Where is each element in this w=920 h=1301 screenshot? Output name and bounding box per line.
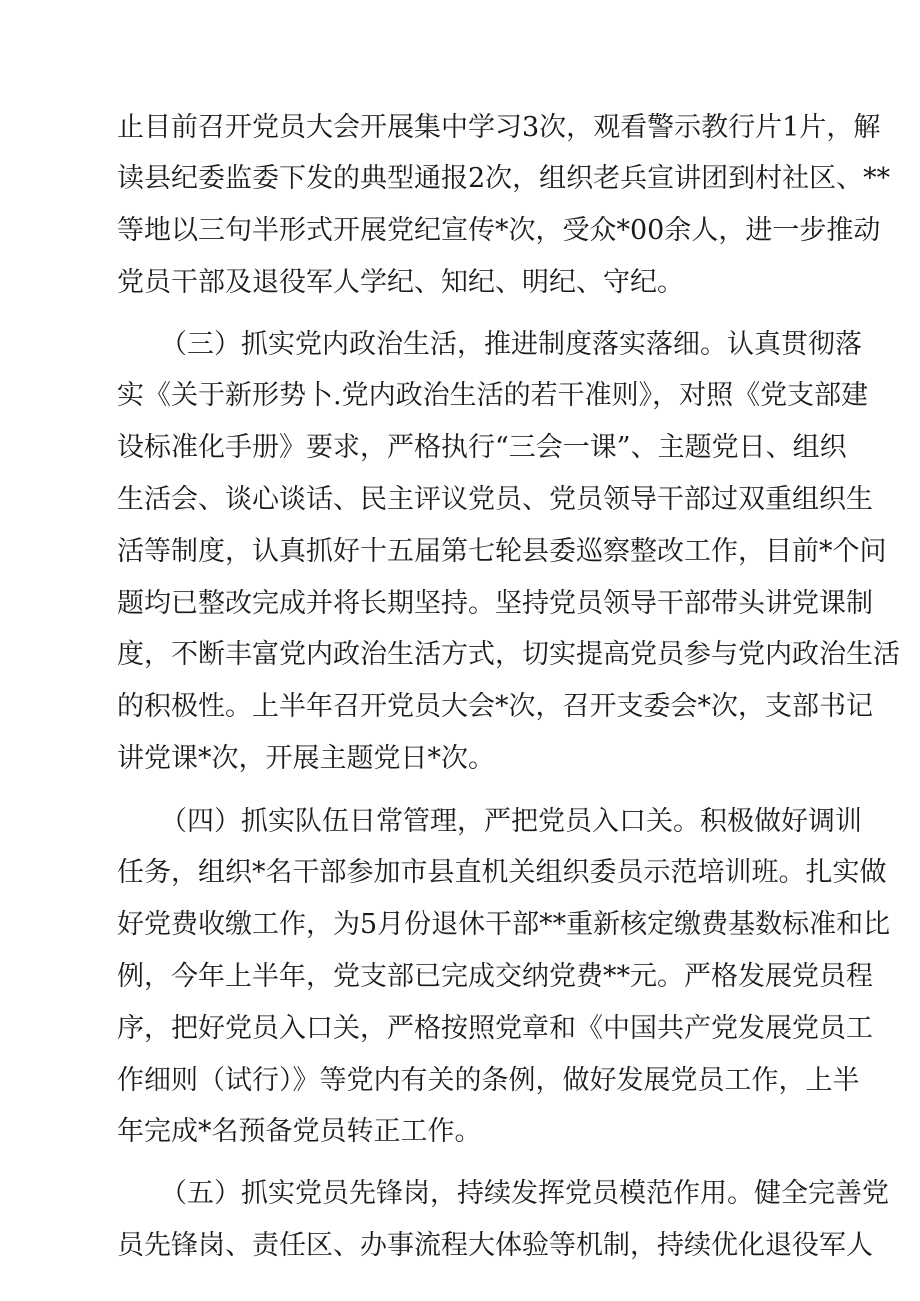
text-line: 讲党课*次，开展主题党日*次。 (117, 743, 495, 774)
text-line: 生活会、谈心谈话、民主评议党员、党员领导干部过双重组织生 (117, 484, 873, 515)
text-line: 序，把好党员入口关，严格按照党章和《中国共产党发展党员工 (117, 1013, 873, 1044)
text-line: 读县纪委监委下发的典型通报2次，组织老兵宣讲团到村社区、** (117, 163, 891, 194)
text-line: 题均已整改完成并将长期坚持。坚持党员领导干部带头讲党课制 (117, 588, 873, 619)
text-line: 任务，组织*名干部参加市县直机关组织委员示范培训班。扎实做 (117, 857, 887, 888)
text-line: 活等制度，认真抓好十五届第七轮县委巡察整改工作，目前*个问 (117, 536, 887, 567)
text-line: 作细则（试行）》等党内有关的条例，做好发展党员工作，上半 (117, 1065, 860, 1096)
text-line: 例，今年上半年，党支部已完成交纳党费**元。严格发展党员程 (117, 961, 873, 992)
text-line: （三）抓实党内政治生活，推进制度落实落细。认真贯彻落 (160, 329, 862, 360)
text-line: （五）抓实党员先锋岗，持续发挥党员模范作用。健全完善党 (160, 1178, 889, 1209)
text-line: 等地以三句半形式开展党纪宣传*次，受众*00余人，进一步推动 (117, 215, 881, 246)
text-line: 止目前召开党员大会开展集中学习3次，观看警示教行片1片，解 (117, 112, 881, 143)
text-line: （四）抓实队伍日常管理，严把党员入口关。积极做好调训 (160, 806, 862, 837)
text-line: 度，不断丰富党内政治生活方式，切实提高党员参与党内政治生活 (117, 639, 900, 670)
text-line: 好党费收缴工作，为5月份退休干部**重新核定缴费基数标准和比 (117, 909, 891, 940)
text-line: 年完成*名预备党员转正工作。 (117, 1116, 482, 1147)
text-line: 实《关于新形势卜.党内政治生活的若干准则》，对照《党支部建 (117, 380, 869, 411)
text-line: 党员干部及退役军人学纪、知纪、明纪、守纪。 (117, 267, 684, 298)
text-line: 的积极性。上半年召开党员大会*次，召开支委会*次，支部书记 (117, 691, 873, 722)
text-line: 员先锋岗、责任区、办事流程大体验等机制，持续优化退役军人 (117, 1230, 873, 1261)
text-line: 设标准化手册》要求，严格执行“三会一课”、主题党日、组织 (117, 432, 847, 463)
